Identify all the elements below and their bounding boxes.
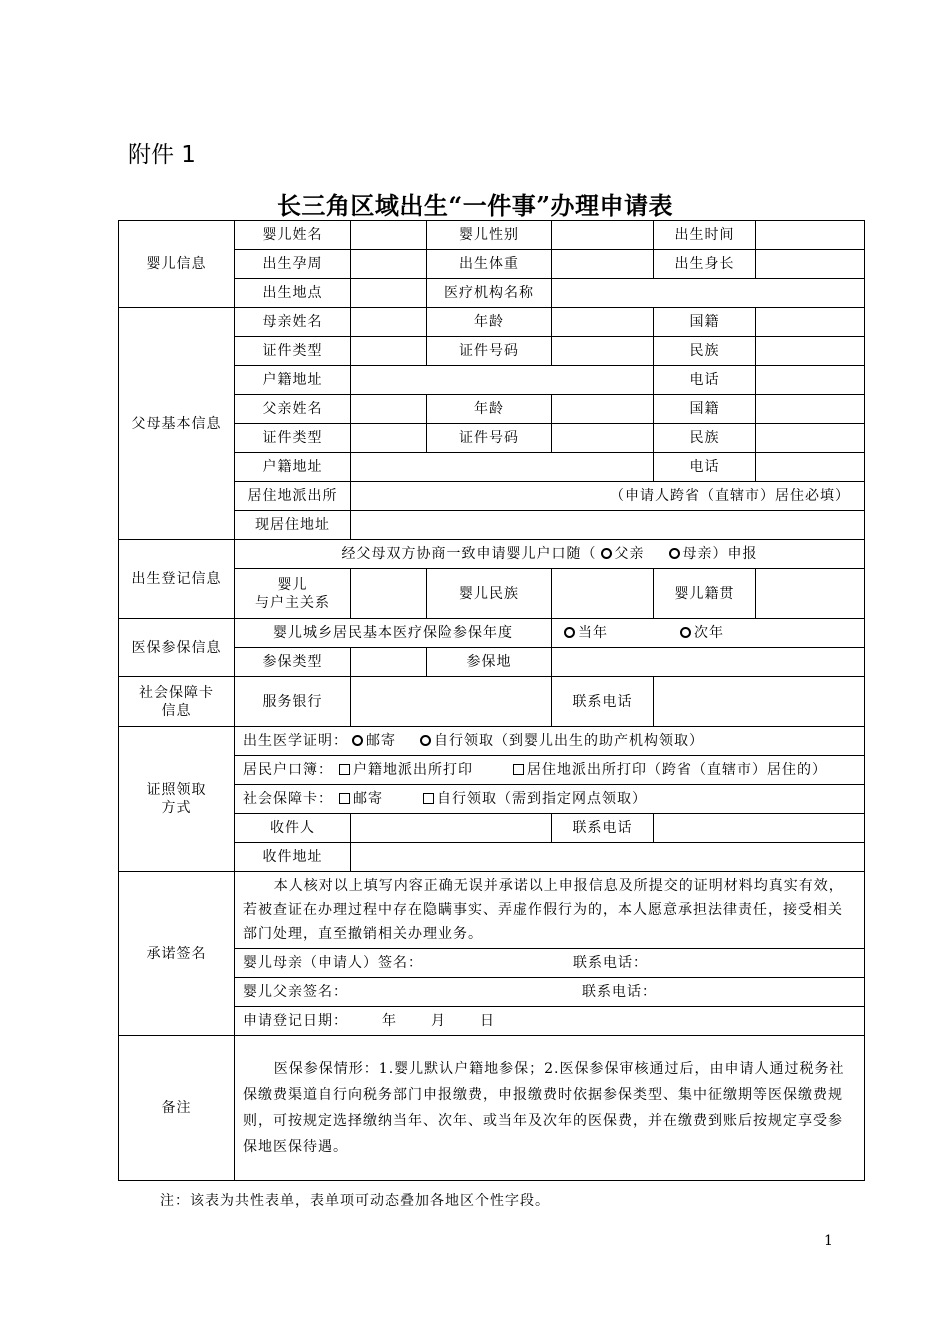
birth-time-label: 出生时间 [654,221,756,250]
relation-field[interactable] [351,569,427,619]
father-sign-row[interactable]: 婴儿父亲签名： 联系电话： [235,978,865,1007]
mother-sign-row[interactable]: 婴儿母亲（申请人）签名： 联系电话： [235,949,865,978]
father-id-type-label: 证件类型 [235,424,351,453]
pledge-text: 本人核对以上填写内容正确无误并承诺以上申报信息及所提交的证明材料均真实有效，若被查证在办理过程中存在隐瞒事实、弄虚作假行为的，本人愿意承担法律责任，接受相关部门处理，直至撤销相关办理业务。 [243,878,844,942]
application-form [118,220,865,1181]
father-ethnicity-field[interactable] [756,424,865,453]
father-hukou-label: 户籍地址 [235,453,351,482]
mother-radio-icon[interactable] [669,548,680,559]
father-name-label: 父亲姓名 [235,395,351,424]
police-station-field[interactable] [351,482,865,511]
birth-time-field[interactable] [756,221,865,250]
pledge-text-cell [235,872,865,949]
page-number: 1 [824,1233,833,1249]
mother-nationality-label: 国籍 [654,308,756,337]
social-card-section-label: 社会保障卡 信息 [119,677,235,727]
form-title: 长三角区域出生“一件事”办理申请表 [276,191,674,220]
mother-age-label: 年龄 [427,308,552,337]
recipient-address-label: 收件地址 [235,843,351,872]
social-card-pickup-row: 社会保障卡： 邮寄 自行领取（需到指定网点领取） [235,785,865,814]
mother-name-label: 母亲姓名 [235,308,351,337]
parents-section-label: 父母基本信息 [119,308,235,540]
recipient-field[interactable] [351,814,552,843]
police-station-hint: （申请人跨省（直辖市）居住必填） [610,488,850,504]
remarks-section-label: 备注 [119,1036,235,1181]
mother-id-type-label: 证件类型 [235,337,351,366]
mother-option: 母亲 [682,546,713,562]
card-phone-label: 联系电话 [552,677,654,727]
hukou-opt1-checkbox-icon[interactable] [339,764,350,775]
insurance-place-label: 参保地 [427,648,552,677]
baby-name-label: 婴儿姓名 [235,221,351,250]
mother-phone-field[interactable] [756,366,865,395]
card-phone-field[interactable] [654,677,865,727]
mother-age-field[interactable] [552,308,654,337]
weight-field[interactable] [552,250,654,279]
insurance-section-label: 医保参保信息 [119,619,235,677]
baby-name-field[interactable] [351,221,427,250]
father-hukou-field[interactable] [351,453,654,482]
baby-origin-field[interactable] [756,569,865,619]
current-year-option: 当年 [578,625,608,641]
recipient-address-field[interactable] [351,843,865,872]
father-id-type-field[interactable] [351,424,427,453]
relation-label: 婴儿 与户主关系 [235,569,351,619]
father-nationality-field[interactable] [756,395,865,424]
consent-suffix: ）申报 [712,546,758,562]
father-id-number-label: 证件号码 [427,424,552,453]
mother-nationality-field[interactable] [756,308,865,337]
recipient-phone-field[interactable] [654,814,865,843]
current-address-label: 现居住地址 [235,511,351,540]
baby-gender-label: 婴儿性别 [427,221,552,250]
consent-prefix: 经父母双方协商一致申请婴儿户口随（ [341,546,597,562]
father-age-field[interactable] [552,395,654,424]
father-id-number-field[interactable] [552,424,654,453]
card-self-checkbox-icon[interactable] [423,793,434,804]
hospital-label: 医疗机构名称 [427,279,552,308]
police-station-label: 居住地派出所 [235,482,351,511]
next-year-option: 次年 [694,625,724,641]
current-address-field[interactable] [351,511,865,540]
baby-section-label: 婴儿信息 [119,221,235,308]
bank-label: 服务银行 [235,677,351,727]
hukou-book-row: 居民户口簿： 户籍地派出所打印 居住地派出所打印（跨省（直辖市）居住的） [235,756,865,785]
application-date-row[interactable]: 申请登记日期： 年 月 日 [235,1007,865,1036]
insurance-type-field[interactable] [351,648,427,677]
baby-ethnicity-label: 婴儿民族 [427,569,552,619]
father-radio-icon[interactable] [601,548,612,559]
height-field[interactable] [756,250,865,279]
mother-id-number-field[interactable] [552,337,654,366]
height-label: 出生身长 [654,250,756,279]
baby-gender-field[interactable] [552,221,654,250]
mother-ethnicity-field[interactable] [756,337,865,366]
recipient-phone-label: 联系电话 [552,814,654,843]
father-name-field[interactable] [351,395,427,424]
father-option: 父亲 [614,546,645,562]
insurance-place-field[interactable] [552,648,865,677]
hospital-field[interactable] [552,279,865,308]
insurance-year-label: 婴儿城乡居民基本医疗保险参保年度 [235,619,552,648]
mother-name-field[interactable] [351,308,427,337]
next-year-radio-icon[interactable] [680,627,691,638]
birth-cert-row: 出生医学证明： 邮寄 自行领取（到婴儿出生的助产机构领取） [235,727,865,756]
mother-id-type-field[interactable] [351,337,427,366]
birthplace-field[interactable] [351,279,427,308]
hukou-follow-row [235,540,865,569]
mother-id-number-label: 证件号码 [427,337,552,366]
pledge-section-label: 承诺签名 [119,872,235,1036]
father-phone-field[interactable] [756,453,865,482]
remarks-text-cell [235,1036,865,1181]
current-year-radio-icon[interactable] [564,627,575,638]
mother-phone-label: 电话 [654,366,756,395]
attachment-label: 附件 1 [128,142,196,168]
card-mail-checkbox-icon[interactable] [339,793,350,804]
baby-origin-label: 婴儿籍贯 [654,569,756,619]
mother-hukou-field[interactable] [351,366,654,395]
hukou-opt2-checkbox-icon[interactable] [513,764,524,775]
footnote: 注：该表为共性表单，表单项可动态叠加各地区个性字段。 [160,1193,550,1209]
recipient-label: 收件人 [235,814,351,843]
remarks-text: 医保参保情形：1.婴儿默认户籍地参保；2.医保参保审核通过后，由申请人通过税务社保缴费渠道自行向税务部门申报缴费，申报缴费时依据参保类型、集中征缴期等医保缴费规则，可按规定选择缴纳当年、次年、或当年及次年的医保费，并在缴费到账后按规定享受参保地医保待遇。 [243,1061,845,1155]
birthplace-label: 出生地点 [235,279,351,308]
pickup-section-label: 证照领取 方式 [119,727,235,872]
insurance-year-options [552,619,865,648]
insurance-type-label: 参保类型 [235,648,351,677]
registration-section-label: 出生登记信息 [119,540,235,619]
weight-label: 出生体重 [427,250,552,279]
birth-cert-self-radio-icon[interactable] [420,735,431,746]
birth-cert-mail-radio-icon[interactable] [352,735,363,746]
baby-ethnicity-field[interactable] [552,569,654,619]
mother-ethnicity-label: 民族 [654,337,756,366]
gestation-field[interactable] [351,250,427,279]
gestation-label: 出生孕周 [235,250,351,279]
father-nationality-label: 国籍 [654,395,756,424]
bank-field[interactable] [351,677,552,727]
father-phone-label: 电话 [654,453,756,482]
father-ethnicity-label: 民族 [654,424,756,453]
father-age-label: 年龄 [427,395,552,424]
mother-hukou-label: 户籍地址 [235,366,351,395]
